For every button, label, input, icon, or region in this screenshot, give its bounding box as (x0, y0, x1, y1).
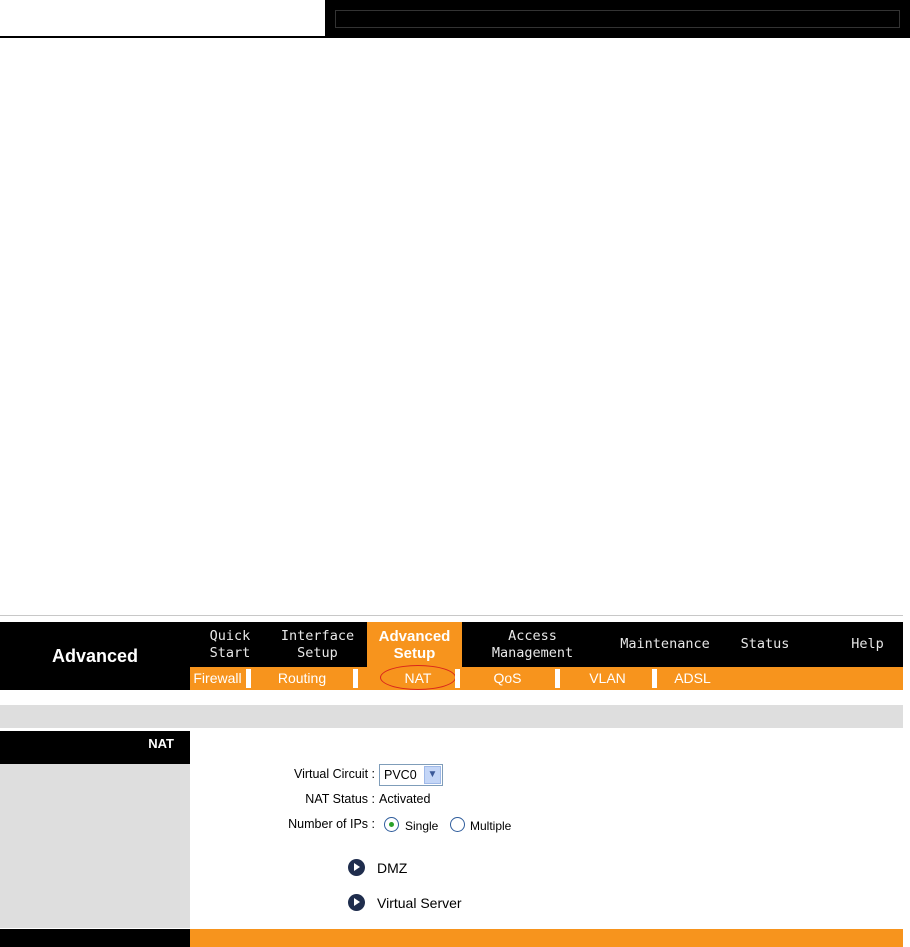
nav-label-line1: Quick (209, 627, 251, 644)
dmz-link[interactable] (348, 859, 407, 876)
chevron-down-icon[interactable]: ▼ (424, 766, 441, 784)
nav-label: Status (740, 636, 790, 652)
document-header-rule (0, 0, 325, 38)
radio-single[interactable] (384, 817, 399, 832)
number-of-ips-label: Number of IPs : (288, 817, 375, 831)
nav-status[interactable] (730, 622, 800, 667)
virtual-circuit-select[interactable] (379, 764, 443, 786)
nav-label: Help (851, 636, 884, 652)
subnav-separator (353, 669, 358, 688)
panel-sidebar (0, 764, 190, 928)
page-divider (0, 615, 903, 616)
nav-label-line1: Access (508, 627, 557, 644)
spacer-band (0, 705, 903, 728)
virtual-server-link[interactable] (348, 894, 462, 911)
virtual-server-label: Virtual Server (377, 894, 462, 911)
header-inner-frame (335, 10, 900, 28)
nav-interface-setup[interactable] (270, 622, 365, 667)
nav-access-management[interactable] (470, 622, 595, 667)
section-title: Advanced (0, 622, 190, 690)
arrow-right-icon (348, 859, 365, 876)
dmz-label: DMZ (377, 859, 408, 876)
nav-label-line2: Setup (393, 644, 436, 662)
subnav-separator (555, 669, 560, 688)
subnav-separator (652, 669, 657, 688)
nat-form (190, 728, 903, 928)
subnav-qos[interactable]: QoS (493, 670, 522, 686)
radio-multiple[interactable] (450, 817, 465, 832)
subnav-separator (455, 669, 460, 688)
nav-label-line1: Advanced (378, 627, 451, 645)
subnav-vlan[interactable]: VLAN (589, 670, 626, 686)
sub-nav (190, 667, 903, 690)
nav-label-line2: Start (209, 644, 251, 661)
nav-label-line2: Management (491, 644, 574, 661)
nav-label-line2: Setup (297, 644, 338, 661)
footer-left (0, 929, 190, 947)
radio-multiple-label: Multiple (470, 819, 512, 833)
subnav-adsl[interactable]: ADSL (674, 670, 711, 686)
footer-right (190, 929, 903, 947)
main-nav (190, 622, 903, 667)
nav-quick-start[interactable] (190, 622, 270, 667)
subnav-nat[interactable]: NAT (404, 670, 432, 686)
nat-status-value: Activated (379, 792, 431, 806)
nav-label: Maintenance (620, 636, 710, 652)
nav-help[interactable] (840, 622, 895, 667)
radio-selected-dot (389, 822, 394, 827)
panel-label: NAT (0, 731, 190, 764)
subnav-routing[interactable]: Routing (277, 670, 327, 686)
nat-status-label: NAT Status : (305, 792, 375, 806)
document-header-bar (325, 0, 910, 38)
router-admin-page (0, 615, 910, 947)
subnav-separator (246, 669, 251, 688)
virtual-circuit-value: PVC0 (384, 768, 417, 782)
nav-advanced-setup[interactable] (367, 622, 462, 667)
nav-maintenance[interactable] (610, 622, 720, 667)
nav-label-line1: Interface (280, 627, 355, 644)
virtual-circuit-label: Virtual Circuit : (293, 767, 375, 781)
subnav-firewall[interactable]: Firewall (193, 670, 242, 686)
arrow-right-icon (348, 894, 365, 911)
radio-single-label: Single (405, 819, 439, 833)
